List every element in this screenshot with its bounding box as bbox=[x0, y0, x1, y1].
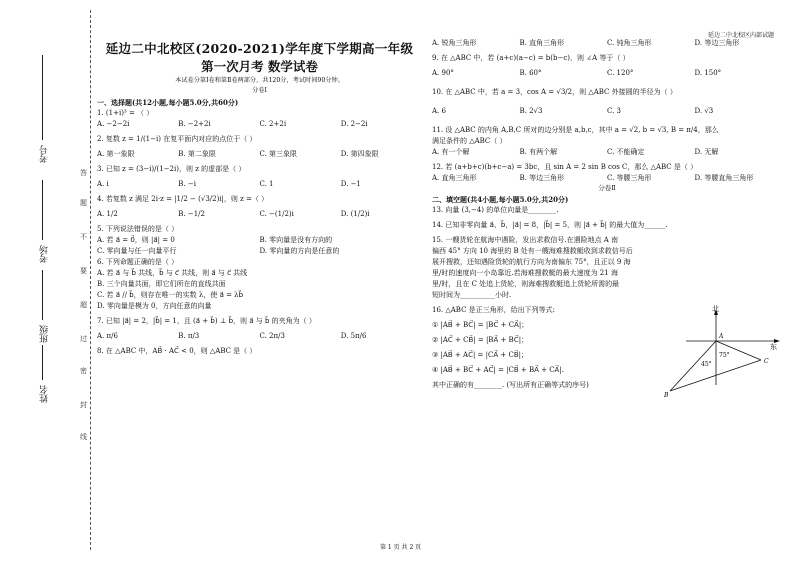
binding-margin bbox=[0, 0, 92, 561]
question-16-item: ① |AB⃗ + BC⃗| = |BC⃗ + CA⃗|； bbox=[432, 321, 529, 329]
segment-bc bbox=[670, 360, 761, 391]
point-a-label: A bbox=[719, 333, 724, 340]
point-c-label: C bbox=[764, 358, 769, 365]
point-b-label: B bbox=[664, 392, 669, 399]
page-footer: 第 1 页 共 2 页 bbox=[380, 544, 422, 551]
option-a[interactable]: A. −2−2i bbox=[97, 120, 130, 128]
option-d[interactable]: D. 第四象限 bbox=[340, 150, 379, 158]
question-11: 11. 设 △ABC 的内角 A,B,C 所对的边分别是 a,b,c，其中 a = √2, b = √3, B = π/4，那么 bbox=[432, 126, 719, 134]
question-11-options bbox=[432, 147, 782, 158]
question-4: 4. 若复数 z 满足 2i·z = |1/2 − (√3/2)i|，则 z =（ ） bbox=[97, 195, 269, 203]
option-c[interactable]: C. 钝角三角形 bbox=[607, 39, 652, 47]
question-4-options bbox=[97, 209, 422, 220]
option-a[interactable]: A. i bbox=[97, 180, 109, 188]
question-14: 14. 已知非零向量 a⃗、b⃗，|a⃗| = 8，|b⃗| = 5，则 |a⃗ + b⃗| 的最大值为______. bbox=[432, 221, 668, 229]
question-2-options bbox=[97, 149, 422, 160]
option-b[interactable]: B. 60° bbox=[519, 69, 542, 77]
question-15 bbox=[432, 235, 657, 301]
question-8: 8. 在 △ABC 中，AB⃗ · AC⃗ < 0，则 △ABC 是（ ） bbox=[97, 347, 257, 355]
question-15-line: 展开搜救，还知遇险货轮的航行方向为南偏东 75°，且正以 9 海 bbox=[432, 258, 631, 266]
question-12-options bbox=[432, 173, 782, 184]
option-d[interactable]: D. 等腰直角三角形 bbox=[694, 174, 754, 182]
option-b[interactable]: B. −2+2i bbox=[178, 120, 211, 128]
option-c[interactable]: C. 3 bbox=[607, 107, 622, 115]
option-d[interactable]: D. 零向量是模为 0，方向任意的向量 bbox=[97, 302, 212, 310]
option-d[interactable]: D. 150° bbox=[694, 69, 722, 77]
question-9: 9. 在 △ABC 中，若 (a+c)(a−c) = b(b−c)，则 ∠A 等于（ ） bbox=[432, 54, 630, 62]
question-5-options-row1 bbox=[97, 235, 422, 246]
option-c[interactable]: C. 等腰三角形 bbox=[607, 174, 652, 182]
section-two-title: 二、填空题(共4小题,每小题5.0分,共20分) bbox=[432, 195, 569, 204]
question-13: 13. 向量 (3,−4) 的单位向量是________. bbox=[432, 206, 559, 214]
option-c[interactable]: C. −(1/2)i bbox=[259, 210, 294, 218]
exam-intro: 本试卷分第Ⅰ卷和第Ⅱ卷两部分，共120分，考试时间90分钟。 bbox=[175, 77, 344, 84]
option-b[interactable]: B. 有两个解 bbox=[519, 148, 558, 156]
question-2: 2. 复数 z = 1/(1−i) 在复平面内对应的点位于（ ） bbox=[97, 135, 257, 143]
question-12: 12. 若 (a+b+c)(b+c−a) = 3bc，且 sin A = 2 sin B cos C，那么 △ABC 是（ ） bbox=[432, 163, 698, 171]
question-5-options-row2 bbox=[97, 246, 422, 257]
question-16-item: ③ |AB⃗ + AC⃗| = |CA⃗ + CB⃗|； bbox=[432, 351, 528, 359]
part-two-label: 分卷Ⅱ bbox=[598, 184, 616, 192]
option-b[interactable]: B. 直角三角形 bbox=[519, 39, 565, 47]
option-a[interactable]: A. 1/2 bbox=[97, 210, 118, 218]
option-d[interactable]: D. 2−2i bbox=[340, 120, 368, 128]
question-16-item: ④ |AB⃗ + BC⃗ + AC⃗| = |CB⃗ + BA⃗ + CA⃗|. bbox=[432, 366, 564, 374]
question-16-tail: 其中正确的有________. (写出所有正确等式的序号) bbox=[432, 381, 589, 389]
option-b[interactable]: B. 零向量是没有方向的 bbox=[259, 236, 333, 244]
seal-char: 封 bbox=[80, 401, 87, 409]
seal-char: 密 bbox=[80, 367, 87, 375]
option-a[interactable]: A. 第一象限 bbox=[97, 150, 135, 158]
option-b[interactable]: B. 等边三角形 bbox=[519, 174, 565, 182]
option-d[interactable]: D. 无解 bbox=[694, 148, 719, 156]
question-5: 5. 下列说法错误的是（ ） bbox=[97, 225, 179, 233]
question-8-options bbox=[432, 38, 782, 49]
question-10: 10. 在 △ABC 中，若 a = 3，cos A = √3/2，则 △ABC 外接圆的半径为（ ） bbox=[432, 88, 677, 96]
option-d[interactable]: D. √3 bbox=[694, 107, 714, 115]
exam-title: 延边二中北校区(2020-2021)学年度下学期高一年级 bbox=[105, 41, 414, 56]
question-3-options bbox=[97, 179, 422, 190]
option-a[interactable]: A. π/6 bbox=[97, 332, 118, 340]
option-c[interactable]: C. 零向量与任一向量平行 bbox=[97, 247, 177, 255]
option-c[interactable]: C. 1 bbox=[259, 180, 274, 188]
option-a[interactable]: A. 有一个解 bbox=[432, 148, 470, 156]
header-note: 延边二中北校区内部试题 bbox=[707, 32, 774, 39]
question-6: 6. 下列命题正确的是（ ） bbox=[97, 258, 179, 266]
east-label: 东 bbox=[770, 343, 777, 351]
seal-char: 过 bbox=[80, 335, 87, 343]
exam-number-line bbox=[42, 55, 43, 140]
option-c[interactable]: C. 2+2i bbox=[259, 120, 287, 128]
north-label: 北 bbox=[712, 305, 719, 313]
option-d[interactable]: D. 零向量的方向是任意的 bbox=[259, 247, 340, 255]
option-c[interactable]: C. 120° bbox=[607, 69, 634, 77]
option-c[interactable]: C. 若 a⃗ // b⃗，则存在唯一的实数 λ，使 a⃗ = λb⃗ bbox=[97, 291, 244, 299]
question-16: 16. △ABC 是正三角形，给出下列等式: bbox=[432, 306, 556, 314]
option-a[interactable]: A. 直角三角形 bbox=[432, 174, 477, 182]
exam-room-label: 考场 bbox=[40, 245, 50, 263]
seal-char: 答 bbox=[80, 169, 87, 177]
option-c[interactable]: C. 不能确定 bbox=[607, 148, 645, 156]
seal-char: 线 bbox=[80, 433, 87, 441]
option-d[interactable]: D. −1 bbox=[340, 180, 361, 188]
option-a[interactable]: A. 6 bbox=[432, 107, 446, 115]
seal-line bbox=[90, 10, 91, 550]
option-b[interactable]: B. −1/2 bbox=[178, 210, 205, 218]
option-c[interactable]: C. 第三象限 bbox=[259, 150, 298, 158]
question-7-options bbox=[97, 331, 422, 342]
class-line bbox=[42, 270, 43, 320]
option-d[interactable]: D. (1/2)i bbox=[340, 210, 370, 218]
question-3: 3. 已知 z = (3−i)/(1−2i)，则 z 的虚部是（ ） bbox=[97, 165, 246, 173]
part-one-label: 分卷Ⅰ bbox=[252, 87, 267, 94]
exam-number-label: 考号 bbox=[40, 145, 50, 163]
option-d[interactable]: D. 等边三角形 bbox=[694, 39, 740, 47]
seal-char: 不 bbox=[80, 233, 87, 241]
angle-75-label: 75° bbox=[719, 352, 730, 359]
exam-room-line bbox=[42, 180, 43, 240]
option-b[interactable]: B. 第二象限 bbox=[178, 150, 216, 158]
navigation-diagram bbox=[656, 305, 786, 400]
option-a[interactable]: A. 90° bbox=[432, 69, 454, 77]
class-label: 班级 bbox=[40, 325, 50, 343]
option-d[interactable]: D. 5π/6 bbox=[340, 332, 367, 340]
question-15-line: 里/时，且在 C 处追上货轮，则海难搜救艇追上货轮所需的最 bbox=[432, 280, 620, 288]
seal-char: 要 bbox=[80, 267, 87, 275]
option-b[interactable]: B. 2√3 bbox=[519, 107, 543, 115]
question-7: 7. 已知 |a⃗| = 2，|b⃗| = 1，且 (a⃗ + b⃗) ⊥ b⃗，则 a⃗ 与 b⃗ 的夹角为（ ） bbox=[97, 317, 316, 325]
seal-char: 超 bbox=[80, 301, 87, 309]
exam-subtitle: 第一次月考 数学试卷 bbox=[201, 59, 318, 74]
question-1: 1. (1+i)³ = （ ） bbox=[97, 109, 154, 117]
option-b[interactable]: B. −i bbox=[178, 180, 196, 188]
question-16-item: ② |AC⃗ + CB⃗| = |BA⃗ + BC⃗|； bbox=[432, 336, 529, 344]
seal-char: 题 bbox=[80, 199, 87, 207]
question-15-line: 15. 一艘货轮在航海中遇险，发出求救信号.在遇险地点 A 南 bbox=[432, 236, 619, 244]
option-c[interactable]: C. 2π/3 bbox=[259, 332, 285, 340]
question-10-options bbox=[432, 106, 782, 117]
angle-45-label: 45° bbox=[701, 361, 712, 368]
option-a[interactable]: A. 若 a⃗ 与 b⃗ 共线，b⃗ 与 c⃗ 共线，则 a⃗ 与 c⃗ 共线 bbox=[97, 269, 248, 277]
name-label: 姓名 bbox=[40, 385, 50, 403]
question-15-line: 里/时的速度向一小岛靠近.若海难搜救艇的最大速度为 21 海 bbox=[432, 269, 618, 277]
option-b[interactable]: B. π/3 bbox=[178, 332, 200, 340]
section-one-title: 一、选择题(共12小题,每小题5.0分,共60分) bbox=[97, 98, 239, 107]
option-b[interactable]: B. 三个向量共面，即它们所在的直线共面 bbox=[97, 280, 226, 288]
option-a[interactable]: A. 锐角三角形 bbox=[432, 39, 477, 47]
question-15-line: 短时间为__________小时. bbox=[432, 291, 512, 299]
option-a[interactable]: A. 若 a⃗ = 0⃗，则 |a⃗| = 0 bbox=[97, 236, 175, 244]
question-1-options bbox=[97, 119, 422, 130]
name-line bbox=[42, 345, 43, 380]
question-9-options bbox=[432, 68, 782, 79]
left-column bbox=[97, 40, 422, 357]
question-15-line: 偏西 45° 方向 10 海里的 B 处有一艘海难搜救艇收到求救信号后 bbox=[432, 247, 633, 255]
question-11-cont: 满足条件的 △ABC（ ） bbox=[432, 137, 507, 145]
